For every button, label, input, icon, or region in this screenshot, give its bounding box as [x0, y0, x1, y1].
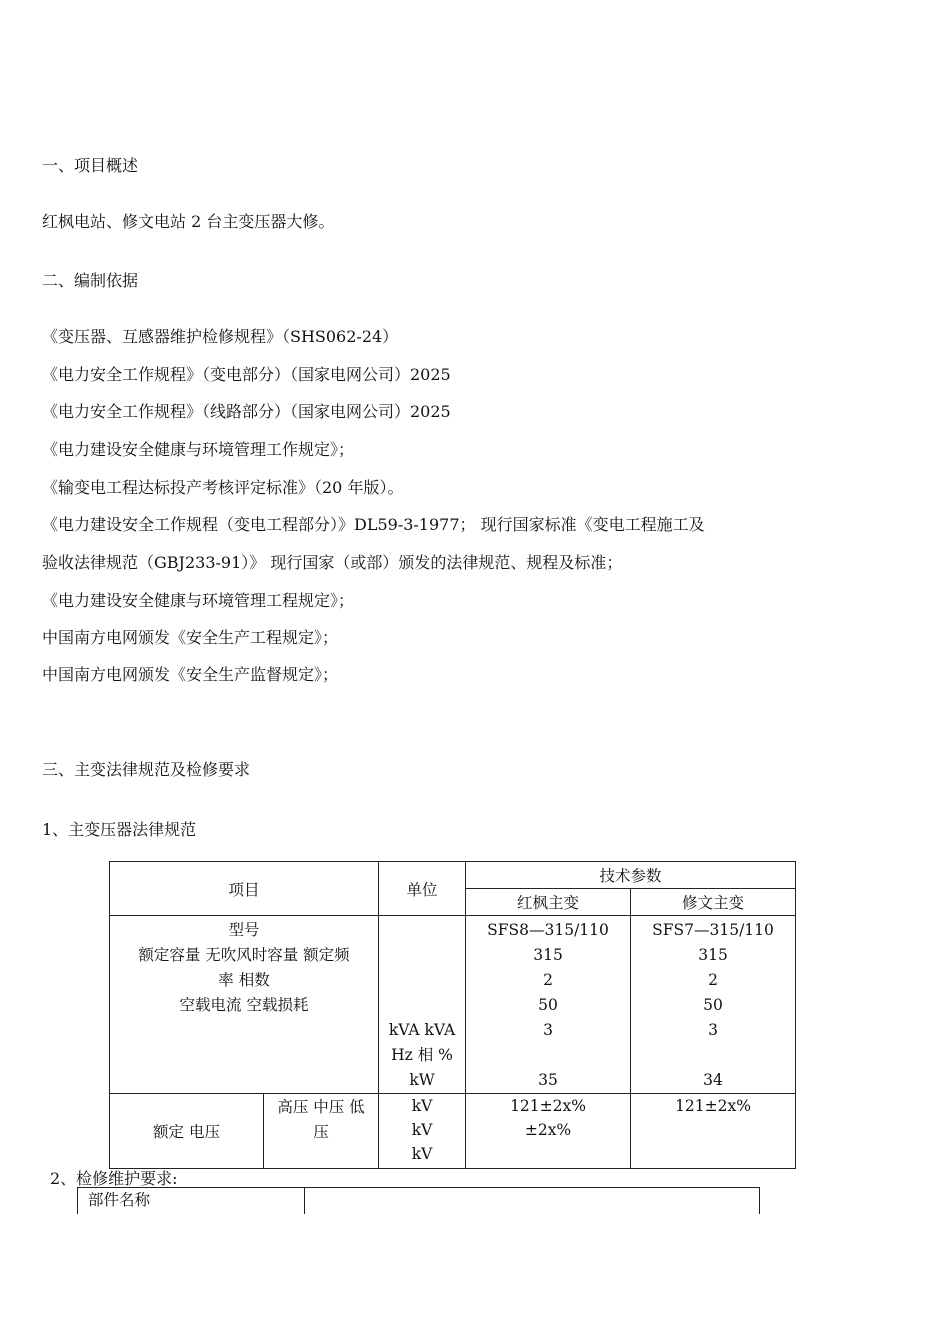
- section-3-title: 三、主变法律规范及检修要求: [42, 760, 251, 779]
- voltage-sub-label: 高压 中压 低: [277, 1098, 365, 1116]
- maintenance-parts-table: [77, 1187, 760, 1214]
- voltage-value: 121±2x%: [510, 1097, 586, 1115]
- spec-value: SFS7—315/110: [652, 921, 774, 939]
- voltage-unit: kV: [411, 1121, 433, 1139]
- section-1-title: 一、项目概述: [42, 156, 139, 175]
- spec-unit-line: kVA kVA: [388, 1021, 456, 1039]
- voltage-unit-cell: [379, 1094, 466, 1169]
- header-tech-params: 技术参数: [466, 862, 796, 889]
- voltage-xiuwen-cell: [631, 1094, 796, 1169]
- spec-value: SFS8—315/110: [487, 921, 609, 939]
- basis-item: 《变压器、互感器维护检修规程》（SHS062-24）: [42, 327, 399, 346]
- spec-value: 50: [538, 996, 558, 1014]
- basis-item: 《电力安全工作规程》（线路部分）（国家电网公司）2025: [42, 402, 451, 421]
- voltage-hongfeng-cell: [466, 1094, 631, 1169]
- spec-xiuwen-cell: [631, 916, 796, 1094]
- parts-header-empty: [305, 1188, 760, 1215]
- voltage-sub-label-cell: [264, 1094, 379, 1169]
- section-3-subtitle-2: 2、检修维护要求:: [50, 1169, 178, 1188]
- parts-header-name: 部件名称: [78, 1188, 305, 1215]
- section-1-body: 红枫电站、修文电站 2 台主变压器大修。: [42, 212, 335, 231]
- spec-value: 2: [708, 971, 718, 989]
- spec-value: 50: [703, 996, 723, 1014]
- spec-value: 315: [533, 946, 563, 964]
- spec-item-cell: [110, 916, 379, 1094]
- voltage-sub-label: 压: [313, 1123, 329, 1141]
- spec-item-line: 空载电流 空载损耗: [179, 996, 309, 1014]
- transformer-spec-table: [109, 861, 796, 1169]
- spec-unit-line: Hz 相 %: [391, 1046, 453, 1064]
- spec-hongfeng-cell: [466, 916, 631, 1094]
- rated-voltage-label: 额定 电压: [110, 1094, 264, 1169]
- spec-value: 2: [543, 971, 553, 989]
- basis-item: 《电力安全工作规程》（变电部分）（国家电网公司）2025: [42, 365, 451, 384]
- header-unit: 单位: [379, 862, 466, 916]
- spec-value: 3: [708, 1021, 718, 1039]
- section-3-subtitle-1: 1、主变压器法律规范: [42, 820, 197, 839]
- spec-unit-cell: [379, 916, 466, 1094]
- basis-item: 《输变电工程达标投产考核评定标准》（20 年版）。: [42, 478, 404, 497]
- header-xiuwen: 修文主变: [631, 889, 796, 916]
- basis-item: 中国南方电网颁发《安全生产工程规定》；: [42, 628, 339, 647]
- voltage-value: ±2x%: [524, 1121, 572, 1139]
- basis-item: 《电力建设安全工作规程（变电工程部分）》DL59-3-1977； 现行国家标准《变电工程施工及: [42, 515, 705, 534]
- spec-item-line: 型号: [228, 921, 260, 939]
- basis-item: 《电力建设安全健康与环境管理工作规定》；: [42, 440, 355, 459]
- basis-item: 中国南方电网颁发《安全生产监督规定》；: [42, 665, 339, 684]
- basis-item: 《电力建设安全健康与环境管理工程规定》；: [42, 591, 355, 610]
- voltage-unit: kV: [411, 1097, 433, 1115]
- header-hongfeng: 红枫主变: [466, 889, 631, 916]
- spec-value: 315: [698, 946, 728, 964]
- spec-item-line: 率 相数: [218, 971, 270, 989]
- basis-item: 验收法律规范（GBJ233-91）》 现行国家（或部）颁发的法律规范、规程及标准；: [42, 553, 623, 572]
- voltage-unit: kV: [411, 1145, 433, 1163]
- section-2-title: 二、编制依据: [42, 271, 139, 290]
- spec-value: 34: [703, 1071, 723, 1089]
- header-item: 项目: [110, 862, 379, 916]
- spec-unit-line: kW: [409, 1071, 435, 1089]
- spec-value: 3: [543, 1021, 553, 1039]
- spec-value: 35: [538, 1071, 558, 1089]
- voltage-value: 121±2x%: [675, 1097, 751, 1115]
- spec-item-line: 额定容量 无吹风时容量 额定频: [138, 946, 350, 964]
